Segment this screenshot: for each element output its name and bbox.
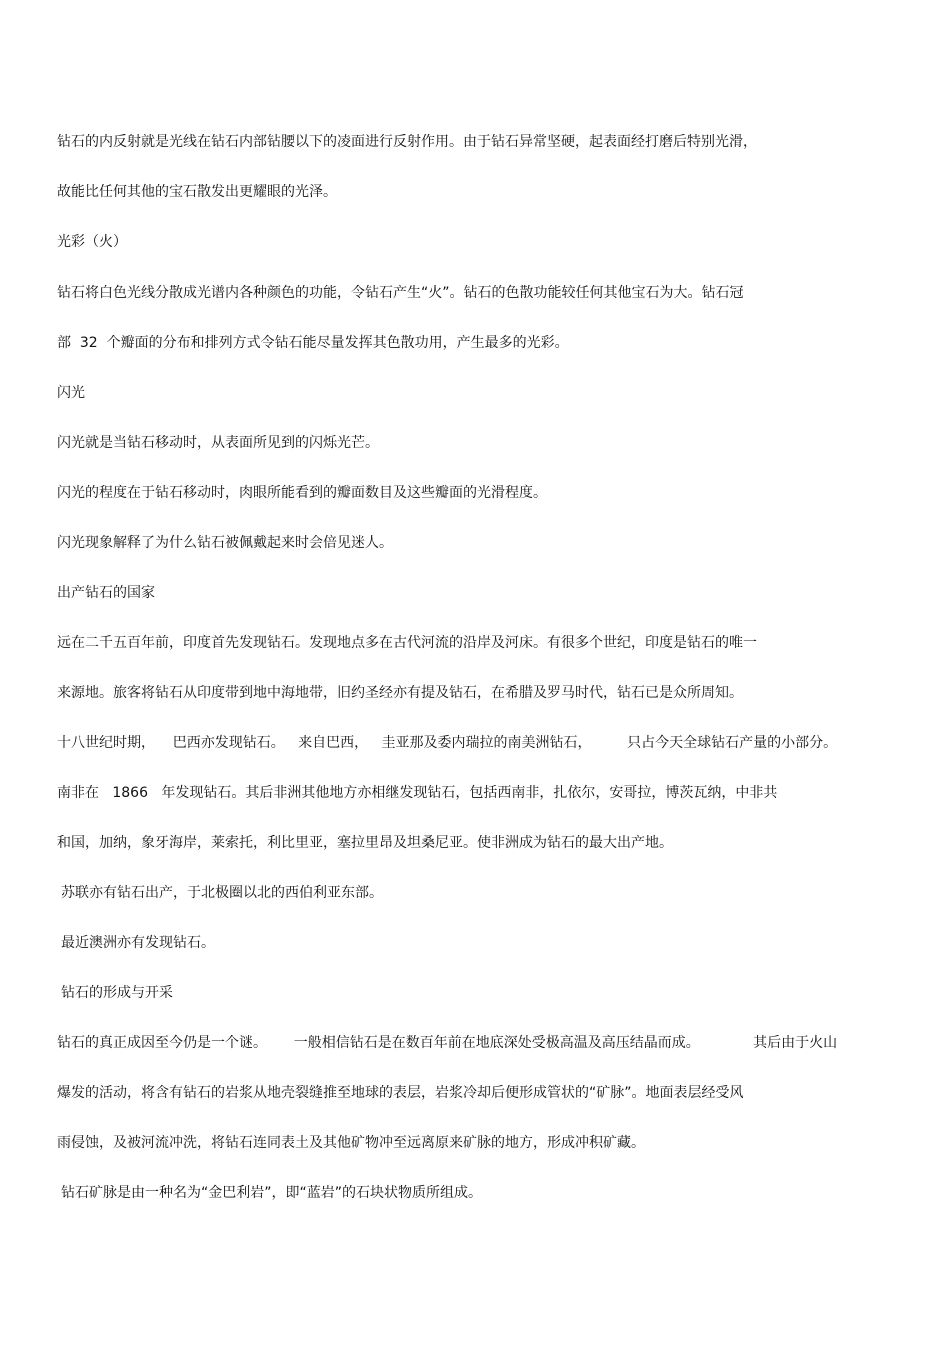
paragraph-line: 部 32 个瓣面的分布和排列方式令钻石能尽量发挥其色散功用，产生最多的光彩。 — [57, 335, 569, 351]
paragraph-line: 闪光就是当钻石移动时，从表面所见到的闪烁光芒。 — [57, 435, 379, 451]
paragraph-line: 闪光现象解释了为什么钻石被佩戴起来时会倍见迷人。 — [57, 535, 393, 551]
paragraph-line: 爆发的活动，将含有钻石的岩浆从地壳裂缝推至地球的表层，岩浆冷却后便形成管状的“矿脉”。地面表层经受风 — [57, 1085, 744, 1101]
paragraph-line: 钻石的内反射就是光线在钻石内部钻腰以下的凌面进行反射作用。由于钻石异常坚硬，起表面经打磨后特别光滑， — [57, 134, 757, 150]
paragraph-line: 苏联亦有钻石出产，于北极圈以北的西伯利亚东部。 — [61, 885, 383, 901]
section-heading: 出产钻石的国家 — [57, 585, 155, 601]
paragraph-line: 来源地。旅客将钻石从印度带到地中海地带，旧约圣经亦有提及钻石，在希腊及罗马时代，钻石已是众所周知。 — [57, 685, 743, 701]
section-heading: 光彩（火） — [57, 234, 127, 250]
section-heading: 闪光 — [57, 385, 85, 401]
paragraph-line: 和国，加纳，象牙海岸，莱索托，利比里亚，塞拉里昂及坦桑尼亚。使非洲成为钻石的最大出产地。 — [57, 835, 673, 851]
paragraph-line: 十八世纪时期， 巴西亦发现钻石。 来自巴西， 圭亚那及委内瑞拉的南美洲钻石， 只占今天全球钻石产量的小部分。 — [57, 735, 838, 751]
paragraph-line: 南非在 1866 年发现钻石。其后非洲其他地方亦相继发现钻石，包括西南非，扎依尔，安哥拉，博茨瓦纳，中非共 — [57, 785, 778, 801]
paragraph-line: 故能比任何其他的宝石散发出更耀眼的光泽。 — [57, 184, 337, 200]
paragraph-line: 雨侵蚀，及被河流冲洗，将钻石连同表土及其他矿物冲至远离原来矿脉的地方，形成冲积矿藏。 — [57, 1135, 645, 1151]
paragraph-line: 最近澳洲亦有发现钻石。 — [61, 935, 215, 951]
paragraph-line: 钻石将白色光线分散成光谱内各种颜色的功能，令钻石产生“火”。钻石的色散功能较任何其他宝石为大。钻石冠 — [57, 285, 744, 301]
paragraph-line: 钻石的真正成因至今仍是一个谜。 一般相信钻石是在数百年前在地底深处受极高温及高压结晶而成。 其后由于火山 — [57, 1035, 838, 1051]
section-heading: 钻石的形成与开采 — [61, 985, 173, 1001]
paragraph-line: 闪光的程度在于钻石移动时，肉眼所能看到的瓣面数目及这些瓣面的光滑程度。 — [57, 485, 547, 501]
paragraph-line: 远在二千五百年前，印度首先发现钻石。发现地点多在古代河流的沿岸及河床。有很多个世纪，印度是钻石的唯一 — [57, 635, 757, 651]
paragraph-line: 钻石矿脉是由一种名为“金巴利岩”，即“蓝岩”的石块状物质所组成。 — [61, 1185, 483, 1201]
